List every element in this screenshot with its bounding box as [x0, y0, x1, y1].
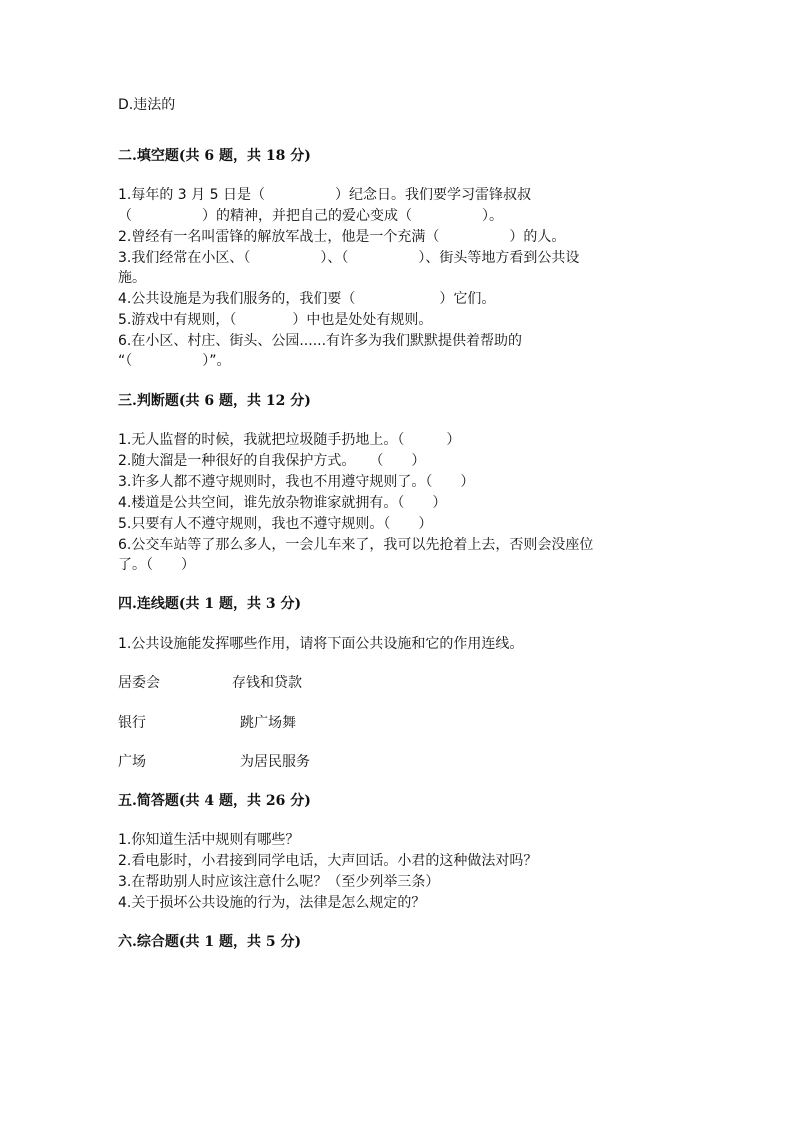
fill-line: 5.游戏中有规则，（ ）中也是处处有规则。: [118, 312, 433, 328]
match-right-item: 为居民服务: [240, 754, 310, 770]
fill-line: 3.我们经常在小区、（ ）、（ ）、街头等地方看到公共设: [118, 250, 580, 266]
option-d: D.违法的: [118, 97, 176, 113]
short-answer-line: 1.你知道生活中规则有哪些？: [118, 832, 300, 848]
fill-line: “（ ）”。: [118, 353, 231, 369]
match-right-item: 存钱和贷款: [232, 675, 302, 691]
fill-line: 2.曾经有一名叫雷锋的解放军战士，他是一个充满（ ）的人。: [118, 229, 566, 245]
fill-line: 6.在小区、村庄、街头、公园......有许多为我们默默提供着帮助的: [118, 333, 523, 349]
short-answer-line: 4.关于损坏公共设施的行为，法律是怎么规定的？: [118, 895, 426, 911]
fill-line: 1.每年的 3 月 5 日是（ ）纪念日。我们要学习雷锋叔叔: [118, 187, 531, 203]
judge-line: 3.许多人都不遵守规则时，我也不用遵守规则了。（ ）: [118, 474, 475, 490]
match-right-item: 跳广场舞: [240, 715, 296, 731]
match-left-item: 银行: [118, 715, 146, 731]
judge-line: 2.随大溜是一种很好的自我保护方式。 （ ）: [118, 453, 426, 469]
judge-line: 4.楼道是公共空间，谁先放杂物谁家就拥有。（ ）: [118, 495, 447, 511]
judge-line: 6.公交车站等了那么多人，一会儿车来了，我可以先抢着上去，否则会没座位: [118, 537, 594, 553]
judge-line: 5.只要有人不遵守规则，我也不遵守规则。（ ）: [118, 516, 433, 532]
judge-line: 1.无人监督的时候，我就把垃圾随手扔地上。（ ）: [118, 432, 461, 448]
fill-line: 4.公共设施是为我们服务的，我们要（ ）它们。: [118, 291, 496, 307]
fill-line: （ ）的精神，并把自己的爱心变成（ ）。: [118, 208, 503, 224]
section5-heading: 五.简答题(共 4 题，共 26 分): [118, 793, 311, 809]
section4-heading: 四.连线题(共 1 题，共 3 分): [118, 596, 302, 612]
section6-heading: 六.综合题(共 1 题，共 5 分): [118, 934, 302, 950]
judge-line: 了。（ ）: [118, 557, 195, 573]
match-left-item: 广场: [118, 754, 146, 770]
fill-line: 施。: [118, 270, 146, 286]
section3-heading: 三.判断题(共 6 题，共 12 分): [118, 393, 311, 409]
short-answer-line: 3.在帮助别人时应该注意什么呢？（至少列举三条）: [118, 874, 440, 890]
matching-question: 1.公共设施能发挥哪些作用，请将下面公共设施和它的作用连线。: [118, 636, 524, 652]
section2-heading: 二.填空题(共 6 题，共 18 分): [118, 148, 311, 164]
short-answer-line: 2.看电影时，小君接到同学电话，大声回话。小君的这种做法对吗？: [118, 853, 538, 869]
match-left-item: 居委会: [118, 675, 160, 691]
